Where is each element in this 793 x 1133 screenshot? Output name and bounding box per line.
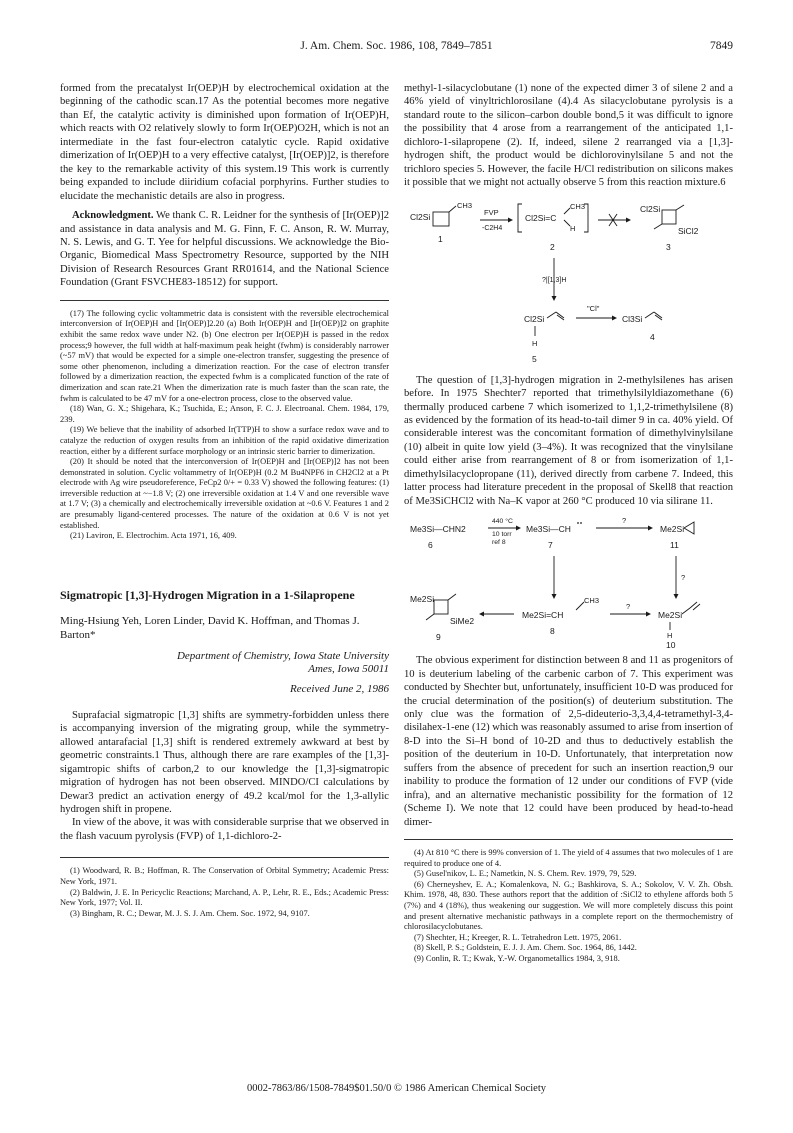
cmpd5-label: Cl2Si — [524, 313, 545, 324]
dimer-3-bottom-label: SiCl2 — [678, 225, 699, 236]
question-label: ? — [681, 573, 686, 583]
reference: (6) Cherneyshev, E. A.; Komalenkova, N. G.; Bashkirova, S. A.; Sokolov, V. V. Zh. Obsh. Khim. 1978, 48, 830. These authors report that the addition of :SiCl2 to ethylene affords both 5 (7%) and 4 (18%), thus weakening our suggestion. We will more completely discuss this point and present alternative mechanistic pathways in a complete report on the thermochemistry of chlorosilacyclobutanes. — [404, 879, 733, 932]
running-header — [60, 40, 733, 56]
paragraph: The obvious experiment for distinction between 8 and 11 as progenitors of 10 is deuterium labeling of the carbenic carbon of 7. This experiment was conducted by Shechter but, unfortunately, insufficient 10-D was produced for the crucial determination of the position(s) of deuterium substitution. The only clue was the formation of 2,5-dideuterio-3,3,4,4-tetramethyl-3,4-disilahex-1-ene (12) which was reasonably assumed to arise from insertion of 8-D into the Si–H bond of 10-2D and thus to deductively establish the position of the deuterium in 10-D. Unfortunately, that interpretation now suffers from the absence of precedent for such an insertion reaction,9 our inability to produce the formation of 12 under our conditions of FVP (vide infra), and an alternative mechanistic possibility for the formation of 12 (Scheme I). We note that 12 could have been produced by head-to-head dimer- — [404, 655, 733, 828]
ack-text: We thank C. R. Leidner for the synthesis of [Ir(OEP)]2 and assistance in data analysis and M. G. Finn, F. C. Anson, R. W. Murray, N. S. Lewis, and G. T. Yee for helpful discussions. We acknowledge the Bio-Organic, Biomedical Mass Spectrometry Resource, supported by the NIH Division of Research Resources Grant RR01614, and the National Science Foundation (Grant FSVCHE83-18512) for support. — [60, 210, 390, 289]
hydrogen-label: H — [570, 223, 576, 233]
shift-label: ?|[1,3]H — [542, 276, 567, 284]
reference: (4) At 810 °C there is 99% conversion of 1. The yield of 4 assumes that two molecules of 1 are required to produce one of 4. — [404, 848, 733, 868]
dimer-9-top-label: Me2Si — [410, 594, 435, 605]
scheme-2-drawing — [404, 514, 733, 648]
compound-number-1: 1 — [438, 233, 443, 244]
compound-number-3: 3 — [666, 241, 671, 252]
compound-number-9: 9 — [436, 632, 441, 643]
silirane-ring — [684, 522, 694, 534]
pressure-condition: 10 torr — [492, 531, 512, 539]
reaction-scheme-2 — [404, 514, 733, 648]
reference: (3) Bingham, R. C.; Dewar, M. J. S. J. Am. Chem. Soc. 1972, 94, 9107. — [70, 908, 310, 918]
paragraph: methyl-1-silacyclobutane (1) none of the expected dimer 3 of silene 2 and a 46% yield of vinyltrichlorosilane (4).4 As silacyclobutane pyrolysis is a standard route to the silicon–carbon double bond,5 it was difficult to ignore the possibility that 4 arose from a rearrangement of the anticipated 1,1-dichloro-1-silapropene (2). If, indeed, silene 2 rearranged via a [1,3]-hydrogen shift, the product would be dichlorovinylsilane 5 and not the trichloro species 5. However, the facile H/Cl redistribution on silicons makes it possible that we might not actually observe 5 from this reaction mixture.6 — [404, 83, 733, 189]
paragraph: Suprafacial sigmatropic [1,3] shifts are symmetry-forbidden unless there is accompanying inversion of the migrating group, while the symmetry-allowed antarafacial [1,3] shift is rendered extremely awkward at best by geometric constraints.1 Thus, although there are rare examples of the [1,3]-sigamtropic shifts of carbon,2 to our knowledge the [1,3]-sigmatropic migration of hydrogen has not been observed. MINDO/CI calculations by Dewar3 predict an activation energy of 49.2 kcal/mol for the 1,3-allylic hydrogen shift in propene. — [60, 709, 389, 816]
reference: (8) Skell, P. S.; Goldstein, E. J. J. Am. Chem. Soc. 1964, 86, 1442. — [414, 943, 637, 953]
reference: (7) Shechter, H.; Kreeger, R. L. Tetrahedron Lett. 1975, 2061. — [414, 932, 622, 942]
affiliation — [60, 650, 389, 677]
authors: Ming-Hsiung Yeh, Loren Linder, David K. Hoffman, and Thomas J. Barton* — [60, 614, 360, 641]
hydrogen-label: H — [532, 338, 538, 348]
page-footer: 0002-7863/86/1508-7849$01.50/0 © 1986 American Chemical Society — [246, 1083, 547, 1094]
cmpd4-label: Cl3Si — [622, 313, 643, 324]
reference: (9) Conlin, R. T.; Kwak, Y.-W. Organometallics 1984, 3, 918. — [414, 953, 620, 963]
reference-condition: ref 8 — [492, 539, 506, 547]
hydrogen-label: H — [667, 631, 673, 641]
temp-condition: 440 °C — [492, 518, 513, 526]
ethylene-loss-label: -C2H4 — [482, 224, 503, 232]
compound-number-8: 8 — [550, 626, 555, 637]
methyl-label: CH3 — [584, 596, 600, 606]
compound-number-2: 2 — [550, 241, 555, 252]
reference: (1) Woodward, R. B.; Hoffman, R. The Conservation of Orbital Symmetry; Academic Press: New York, 1971. — [60, 866, 389, 886]
methyl-label: CH3 — [570, 201, 586, 211]
cmpd8-label: Me2Si=CH — [522, 610, 564, 621]
article-title: Sigmatropic [1,3]-Hydrogen Migration in a 1-Silapropene — [60, 587, 355, 602]
reaction-scheme-1 — [404, 198, 733, 370]
right-column — [404, 82, 733, 965]
footnote-rule — [60, 300, 389, 301]
footnote-rule — [60, 857, 389, 858]
cmpd7-label: Me3Si—CH — [526, 524, 571, 535]
compound-number-11: 11 — [670, 540, 679, 551]
compound-number-4: 4 — [650, 331, 655, 342]
question-label: ? — [622, 516, 627, 526]
page-number: 7849 — [710, 40, 733, 52]
acknowledgment — [60, 209, 389, 290]
cmpd6-label: Me3Si—CHN2 — [410, 524, 466, 535]
ack-label: Acknowledgment. — [72, 210, 154, 222]
reference: (5) Gusel'nikov, L. E.; Nametkin, N. S. Chem. Rev. 1979, 79, 529. — [414, 869, 637, 879]
paragraph: formed from the precatalyst Ir(OEP)H by electrochemical oxidation at the beginning of the cathodic scan.17 As the potential becomes more negative than Ef, the catalytic activity is diminished upon formation of Ir(OEP)H, which reacts with O2 relatively slowly to form Ir(OEP)O2H, which is not an intermediate in the fast four-electron catalytic cycle. Rapid oxidative dimerization of Ir(OEP)H to a very effective catalyst, [Ir(OEP)]2, is therefore the key to the remarkable activity of this system.19 This work is currently being expanded to include diiridium cofacial porphyrins. Further studies to elucidate the mechanistic details are also in progress. — [60, 83, 389, 202]
affiliation-city: Ames, Iowa 50011 — [308, 663, 389, 676]
compound-number-5: 5 — [532, 353, 537, 364]
dimer-3-top-label: Cl2Si — [640, 203, 661, 214]
footnote: (20) It should be noted that the interconversion of Ir(OEP)H and [Ir(OEP)]2 has not been demonstrated in solution. Cyclic voltammetry of Ir(OEP)H (0.2 M Bu4NPF6 in CH2Cl2 at a Pt electrode with Ag wire pseudoreference, FeCp2 0/+ = 0.33 V) showed the following features: (1) irreversible reduction at ~−1.8 V; (2) one irreversible oxidation at 1.4 V and one reversible wave at 1.7 V; (3) a chemically and electrochemically irreversible oxidation at ~0.6 V. Features 1 and 2 are presumably ligand-centered processes. The nature of the oxidation at 0.6 V is not yet established. — [60, 457, 389, 530]
left-column — [60, 82, 389, 919]
journal-citation: J. Am. Chem. Soc. 1986, 108, 7849–7851 — [300, 40, 493, 52]
received-date: Received June 2, 1986 — [290, 682, 389, 695]
ring-9 — [434, 600, 448, 614]
cmpd11-label: Me2Si — [660, 524, 685, 535]
methyl-label: CH3 — [457, 200, 473, 210]
scheme-1-drawing — [404, 198, 733, 370]
footnote: (19) We believe that the inability of adsorbed Ir(TTP)H to show a surface redox wave and to catalyze the reduction of oxygen results from an inhibition of the rapid oxidative dimerization reaction, either by a different surface morphology or an intrinsic steric barrier to dimerization. — [60, 425, 389, 456]
ring-1 — [433, 212, 449, 226]
footnote: (17) The following cyclic voltammetric data is consistent with the reversible electrochemical interconversion of Ir(OEP)H and [Ir(OEP)]2.20 (a) Both Ir(OEP)H and [Ir(OEP)]2 on graphite exhibit the same redox wave under N2. (b) One electron per Ir(OEP)H is passed in the redox process;9 however, the full width at half-maximum peak height (fwhm) is considerably narrower (~57 mV) that would be expected for a simple one-electron transfer, suggesting the presence of some other phenomenon, including a dimerization reaction. For the case of electron transfer followed by a dimerization reaction, the expected fwhm is a complicated function of the rate of dimerization and scan rate.21 When the dimerization rate is much faster than the scan rate, the fwhm is calculated to be 47 mV for a one-electron process, close to the observed value. — [60, 308, 389, 403]
affiliation-dept: Department of Chemistry, Iowa State University — [176, 649, 389, 662]
compound-number-7: 7 — [548, 540, 553, 551]
footnote-rule — [404, 839, 733, 840]
paragraph: In view of the above, it was with considerable surprise that we observed in the flash vacuum pyrolysis (FVP) of 1,1-dichloro-2- — [60, 817, 389, 842]
cmpd10-label: Me2Si — [658, 610, 683, 621]
cmpd1-label: Cl2Si — [410, 211, 431, 222]
reference: (2) Baldwin, J. E. In Pericyclic Reactions; Marchand, A. P., Lehr, R. E., Eds.; Academic Press: New York, 1977; Vol. II. — [60, 887, 389, 908]
dimer-9-bottom-label: SiMe2 — [450, 616, 475, 627]
compound-number-10: 10 — [666, 640, 676, 649]
ring-3 — [662, 210, 676, 224]
footnote: (18) Wan, G. X.; Shigehara, K.; Tsuchida, E.; Anson, F. C. J. Electroanal. Chem. 1984, 179, 239. — [60, 404, 389, 424]
footnote: (21) Laviron, E. Electrochim. Acta 1971, 16, 409. — [70, 531, 237, 541]
silene-2-label: Cl2Si=C — [525, 212, 557, 223]
fvp-label: FVP — [484, 207, 499, 217]
paragraph: The question of [1,3]-hydrogen migration in 2-methylsilenes has arisen before. In 1975 Shechter7 reported that trimethylsilyldiazomethane (6) thermally produced carbene 7 which isomerized to 1,1,2-trimethylsilene (8) as evidenced by the formation of its head-to-tail dimer 9 in ca. 40% yield. Of considerable interest was the concomitant formation of dimethylvinylsilane (10) albeit in quite low yield (3–4%). It was recognized that the vinylsilane could either arise from rearrangement of 8 or from isomerization of 1,1-dimethylsilacyclopropane (11), derived directly from carbene 7. Indeed, this latter process had literature precedent in the proposal of Skell8 that reaction of Me3SiCHCl2 with Na–K vapor at 260 °C produced 10 via silirane 11. — [404, 374, 733, 507]
question-label: ? — [626, 602, 631, 612]
compound-number-6: 6 — [428, 540, 433, 551]
chlorine-exchange-label: "Cl" — [587, 303, 600, 313]
